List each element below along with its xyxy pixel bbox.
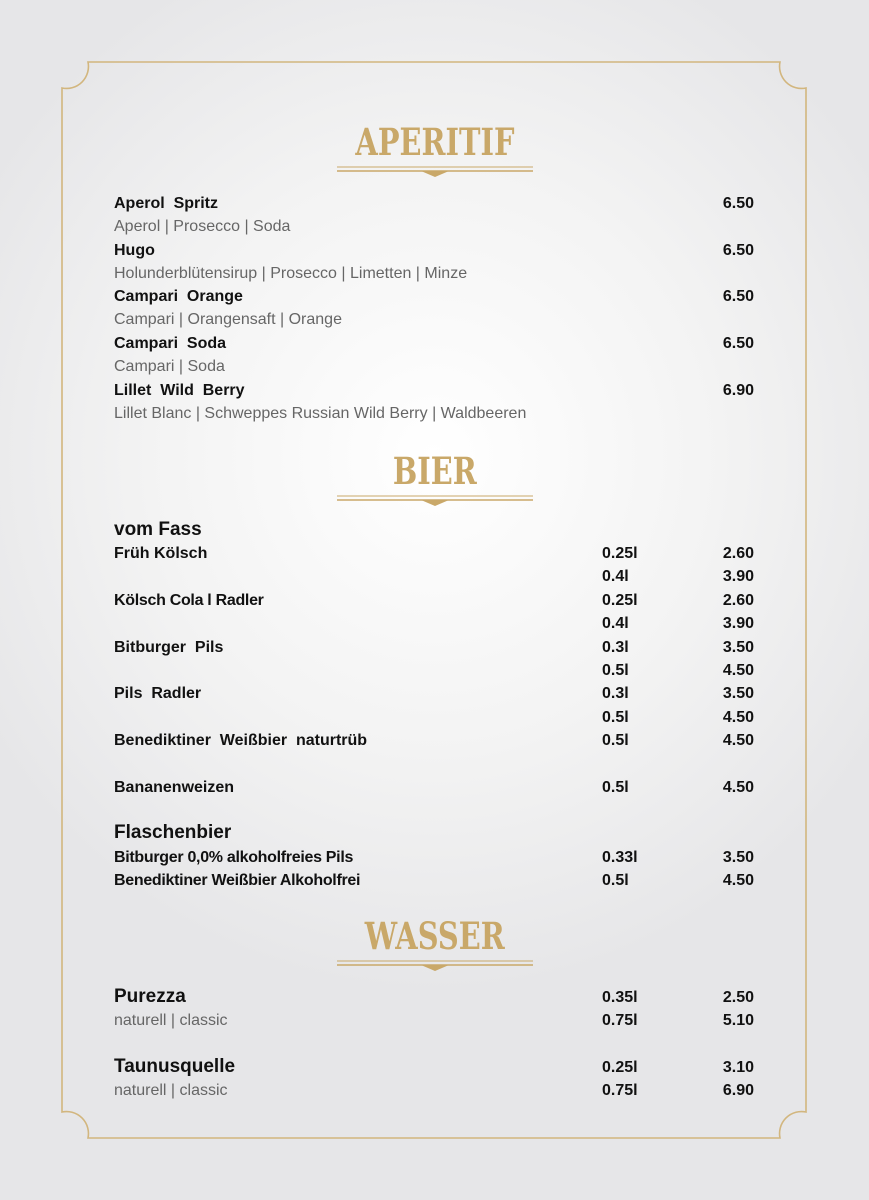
menu-item [114, 987, 754, 1009]
menu-item [114, 683, 754, 705]
menu-item [114, 590, 754, 612]
item-volume: 0.35l [602, 989, 638, 1006]
item-volume: 0.4l [602, 568, 629, 585]
menu-item [114, 613, 754, 635]
item-name: Taunusquelle [114, 1056, 236, 1077]
item-price: 6.50 [722, 195, 754, 212]
item-price: 6.50 [722, 335, 754, 352]
item-name: Hugo [114, 242, 155, 259]
menu-item [114, 1057, 754, 1079]
item-price: 3.90 [722, 568, 754, 585]
item-description: Lillet Blanc | Schweppes Russian Wild Berry | Waldbeeren [114, 405, 527, 422]
item-volume: 0.25l [602, 545, 638, 562]
item-description-row [114, 263, 754, 285]
ornament-divider-icon [335, 958, 535, 972]
item-volume: 0.5l [602, 662, 629, 679]
item-name: Benediktiner Weißbier Alkoholfrei [114, 872, 361, 889]
item-name: Früh Kölsch [114, 545, 208, 562]
ornament-divider-icon [335, 493, 535, 507]
menu-item [114, 240, 754, 262]
item-description: naturell | classic [114, 1012, 228, 1029]
item-description-row [114, 216, 754, 238]
bier-title: BIER [392, 449, 477, 493]
item-price: 6.50 [722, 288, 754, 305]
item-price: 3.10 [722, 1059, 754, 1076]
item-volume: 0.25l [602, 592, 638, 609]
aperitif-heading [0, 122, 869, 178]
item-description-row [114, 403, 754, 425]
item-name: Bitburger 0,0% alkoholfreies Pils [114, 849, 354, 866]
item-description: naturell | classic [114, 1082, 228, 1099]
item-description-row [114, 356, 754, 378]
ornament-divider-icon [335, 164, 535, 178]
item-price: 4.50 [722, 732, 754, 749]
item-name: Bananenweizen [114, 779, 235, 796]
menu-item [114, 543, 754, 565]
item-volume: 0.5l [602, 709, 629, 726]
item-price: 4.50 [722, 872, 754, 889]
menu-item [114, 566, 754, 588]
item-volume: 0.3l [602, 639, 629, 656]
item-name: Aperol Spritz [114, 195, 219, 212]
item-price: 6.50 [722, 242, 754, 259]
menu-item [114, 286, 754, 308]
item-name: Kölsch Cola l Radler [114, 592, 264, 609]
item-name: Campari Orange [114, 288, 243, 305]
item-name: Pils Radler [114, 685, 202, 702]
item-price: 6.90 [722, 382, 754, 399]
item-price: 3.50 [722, 639, 754, 656]
item-name: Purezza [114, 986, 186, 1007]
item-price: 4.50 [722, 662, 754, 679]
item-description: Aperol | Prosecco | Soda [114, 218, 291, 235]
menu-item [114, 707, 754, 729]
item-description: Holunderblütensirup | Prosecco | Limetten | Minze [114, 265, 468, 282]
item-name: Lillet Wild Berry [114, 382, 245, 399]
item-price: 2.50 [722, 989, 754, 1006]
wasser-heading [0, 916, 869, 972]
item-volume: 0.5l [602, 732, 629, 749]
item-volume: 0.75l [602, 1082, 638, 1099]
item-price: 2.60 [722, 592, 754, 609]
item-price: 3.90 [722, 615, 754, 632]
item-volume: 0.3l [602, 685, 629, 702]
item-volume: 0.5l [602, 779, 629, 796]
menu-item [114, 1010, 754, 1032]
item-volume: 0.75l [602, 1012, 638, 1029]
item-name: Benediktiner Weißbier naturtrüb [114, 732, 368, 749]
menu-item [114, 777, 754, 799]
wasser-title: WASSER [364, 914, 505, 958]
item-price: 4.50 [722, 779, 754, 796]
menu-item [114, 730, 754, 752]
item-price: 2.60 [722, 545, 754, 562]
item-volume: 0.33l [602, 849, 638, 866]
item-price: 4.50 [722, 709, 754, 726]
menu-item [114, 333, 754, 355]
item-price: 3.50 [722, 685, 754, 702]
item-name: Bitburger Pils [114, 639, 224, 656]
menu-item [114, 637, 754, 659]
item-description: Campari | Orangensaft | Orange [114, 311, 342, 328]
menu-item [114, 870, 754, 892]
subsection-vom-fass: vom Fass [114, 519, 202, 540]
item-name: Campari Soda [114, 335, 227, 352]
subsection-flaschenbier: Flaschenbier [114, 822, 232, 843]
item-price: 3.50 [722, 849, 754, 866]
item-price: 6.90 [722, 1082, 754, 1099]
item-volume: 0.4l [602, 615, 629, 632]
menu-item [114, 847, 754, 869]
menu-item [114, 193, 754, 215]
item-description: Campari | Soda [114, 358, 225, 375]
menu-item [114, 660, 754, 682]
item-volume: 0.5l [602, 872, 629, 889]
item-volume: 0.25l [602, 1059, 638, 1076]
bier-heading [0, 451, 869, 507]
menu-item [114, 380, 754, 402]
menu-item [114, 1080, 754, 1102]
item-description-row [114, 309, 754, 331]
item-price: 5.10 [722, 1012, 754, 1029]
aperitif-title: APERITIF [354, 120, 515, 164]
